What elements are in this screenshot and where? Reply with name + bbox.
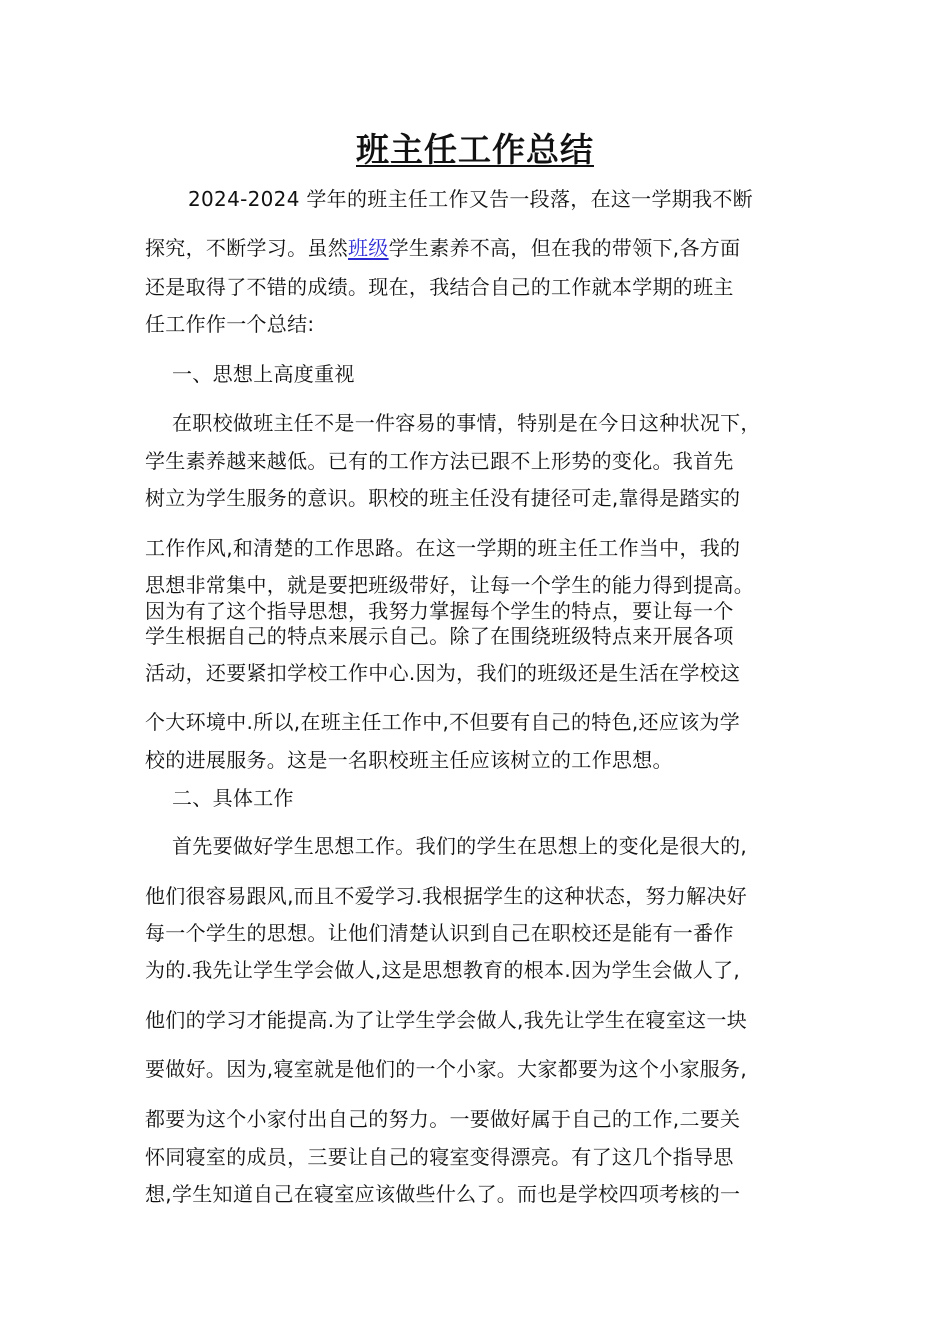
section-heading-2: 二、具体工作 (172, 786, 294, 810)
document-title-text: 班主任工作总结 (356, 130, 594, 169)
text-run: 学生素养不高，但在我的带领下,各方面 (388, 236, 741, 260)
class-link[interactable]: 班级 (348, 236, 389, 260)
paragraph-line (145, 233, 810, 263)
paragraph-line: 在职校做班主任不是一件容易的事情，特别是在今日这种状况下， (172, 411, 761, 435)
text-run: 探究，不断学习。虽然 (145, 236, 348, 260)
paragraph-line: 首先要做好学生思想工作。我们的学生在思想上的变化是很大的, (172, 834, 748, 858)
paragraph-line: 学生素养越来越低。已有的工作方法已跟不上形势的变化。我首先 (145, 449, 734, 473)
section-heading-1: 一、思想上高度重视 (172, 362, 355, 386)
document-title (0, 126, 950, 174)
paragraph-line: 思想非常集中，就是要把班级带好，让每一个学生的能力得到提高。 (145, 573, 754, 597)
paragraph-line: 他们很容易跟风,而且不爱学习.我根据学生的这种状态，努力解决好 (145, 884, 748, 908)
paragraph-line: 个大环境中.所以,在班主任工作中,不但要有自己的特色,还应该为学 (145, 710, 741, 734)
paragraph-line: 他们的学习才能提高.为了让学生学会做人,我先让学生在寝室这一块 (145, 1008, 748, 1032)
paragraph-line: 工作作风,和清楚的工作思路。在这一学期的班主任工作当中，我的 (145, 536, 741, 560)
paragraph-line: 还是取得了不错的成绩。现在，我结合自己的工作就本学期的班主 (145, 275, 734, 299)
paragraph-line: 学生根据自己的特点来展示自己。除了在围绕班级特点来开展各项 (145, 624, 734, 648)
paragraph-line: 2024-2024 学年的班主任工作又告一段落，在这一学期我不断 (188, 187, 753, 211)
paragraph-line: 因为有了这个指导思想，我努力掌握每个学生的特点，要让每一个 (145, 599, 734, 623)
paragraph-line: 活动，还要紧扣学校工作中心.因为，我们的班级还是生活在学校这 (145, 661, 741, 685)
paragraph-line: 任工作作一个总结: (145, 312, 315, 336)
paragraph-line: 为的.我先让学生学会做人,这是思想教育的根本.因为学生会做人了, (145, 958, 741, 982)
paragraph-line: 怀同寝室的成员，三要让自己的寝室变得漂亮。有了这几个指导思 (145, 1145, 734, 1169)
paragraph-line: 树立为学生服务的意识。职校的班主任没有捷径可走,靠得是踏实的 (145, 486, 741, 510)
paragraph-line: 校的进展服务。这是一名职校班主任应该树立的工作思想。 (145, 748, 673, 772)
paragraph-line: 想,学生知道自己在寝室应该做些什么了。而也是学校四项考核的一 (145, 1182, 741, 1206)
paragraph-line: 每一个学生的思想。让他们清楚认识到自己在职校还是能有一番作 (145, 921, 734, 945)
paragraph-line: 都要为这个小家付出自己的努力。一要做好属于自己的工作,二要关 (145, 1107, 741, 1131)
paragraph-line: 要做好。因为,寝室就是他们的一个小家。大家都要为这个小家服务, (145, 1057, 748, 1081)
